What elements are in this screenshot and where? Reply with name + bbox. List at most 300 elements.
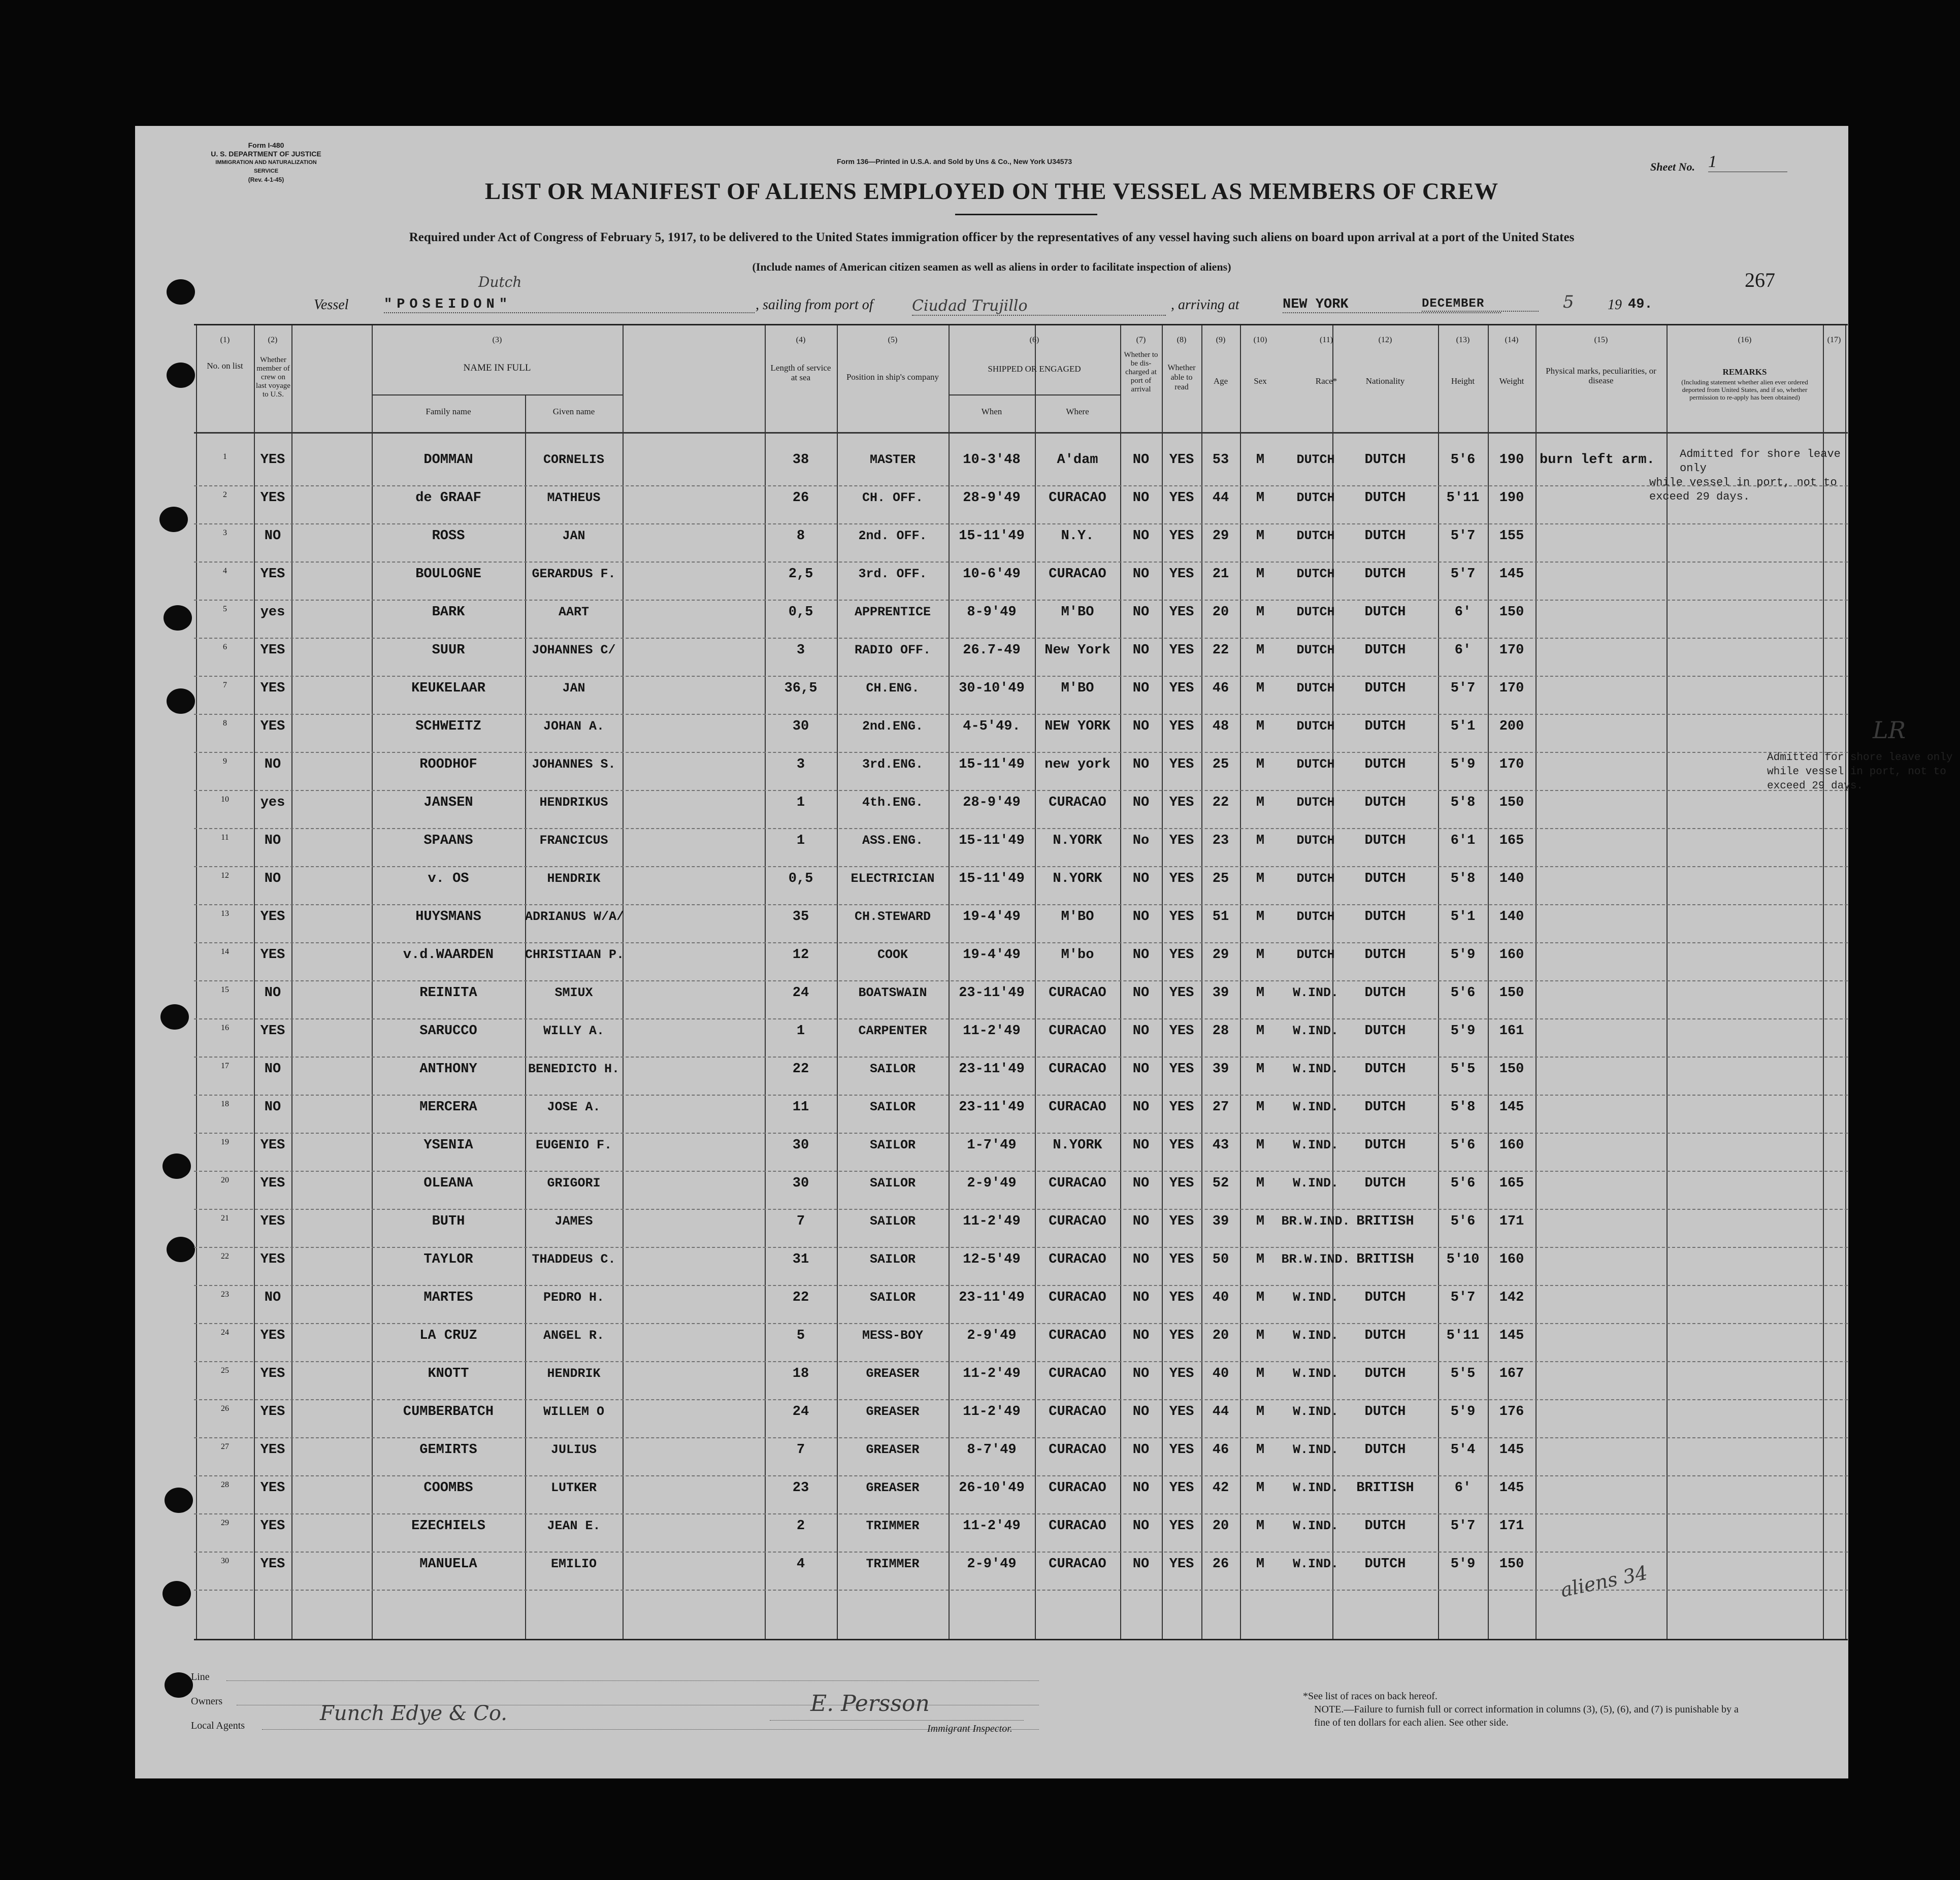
sex: M xyxy=(1256,1328,1265,1343)
race: DUTCH xyxy=(1296,490,1335,505)
nationality: DUTCH xyxy=(1364,1557,1406,1572)
given-name: GERARDUS F. xyxy=(532,567,616,581)
to-be-discharged: NO xyxy=(1132,681,1150,696)
given-name: JAN xyxy=(562,529,585,543)
row-number: 25 xyxy=(221,1366,229,1375)
shipped-when: 12-5'49 xyxy=(963,1252,1021,1267)
family-name: MERCERA xyxy=(419,1100,477,1115)
member-last-voyage: yes xyxy=(260,605,285,620)
able-to-read: YES xyxy=(1169,1062,1194,1077)
column-number: (2) xyxy=(268,336,278,344)
able-to-read: YES xyxy=(1169,605,1194,620)
shipped-when: 10-3'48 xyxy=(963,452,1021,468)
sex: M xyxy=(1256,1252,1265,1267)
age: 39 xyxy=(1212,1062,1229,1077)
member-last-voyage: NO xyxy=(264,757,281,772)
family-name: LA CRUZ xyxy=(419,1328,477,1343)
footer-line-label: Line xyxy=(191,1671,210,1683)
footer-agents-value: Funch Edye & Co. xyxy=(320,1702,507,1725)
column-number: (7) xyxy=(1136,336,1146,344)
height: 5'9 xyxy=(1450,947,1476,963)
shipped-where: New York xyxy=(1044,643,1110,658)
nationality: DUTCH xyxy=(1364,1024,1406,1039)
given-name: JAMES xyxy=(554,1214,593,1229)
shipped-when: 23-11'49 xyxy=(959,985,1025,1001)
to-be-discharged: NO xyxy=(1132,567,1150,582)
able-to-read: YES xyxy=(1169,1176,1194,1191)
able-to-read: YES xyxy=(1169,529,1194,544)
race: W.IND. xyxy=(1292,1062,1338,1076)
row-number: 5 xyxy=(223,605,227,613)
to-be-discharged: NO xyxy=(1132,1100,1150,1115)
weight: 155 xyxy=(1499,529,1524,544)
length-of-service: 0,5 xyxy=(788,871,813,886)
vessel-label: Vessel xyxy=(314,297,349,313)
age: 23 xyxy=(1212,833,1229,848)
column-number: (9) xyxy=(1216,336,1226,344)
given-name: GRIGORI xyxy=(547,1176,601,1191)
length-of-service: 22 xyxy=(792,1062,809,1077)
length-of-service: 2,5 xyxy=(788,567,813,582)
height: 5'9 xyxy=(1450,1024,1476,1039)
binder-hole xyxy=(159,507,188,532)
col-header-where: Where xyxy=(1066,407,1089,416)
col-header-no: No. on list xyxy=(207,361,243,371)
given-name: FRANCICUS xyxy=(539,833,608,848)
race: DUTCH xyxy=(1296,947,1335,962)
ship-position: CH.STEWARD xyxy=(854,909,931,924)
height: 5'7 xyxy=(1450,681,1476,696)
weight: 150 xyxy=(1499,1062,1524,1077)
member-last-voyage: YES xyxy=(260,681,285,696)
weight: 165 xyxy=(1499,833,1524,848)
to-be-discharged: NO xyxy=(1132,1519,1150,1534)
member-last-voyage: YES xyxy=(260,643,285,658)
race: W.IND. xyxy=(1292,1290,1338,1305)
fine-note: NOTE.—Failure to furnish full or correct information in columns (3), (5), (6), and (7) is punishable by a fine of ten dollars for each alien. See other side. xyxy=(1314,1704,1739,1728)
given-name: EUGENIO F. xyxy=(535,1138,612,1152)
year-prefix: 19 xyxy=(1608,297,1622,313)
inspector-label: Immigrant Inspector. xyxy=(927,1723,1012,1734)
shipped-where: CURACAO xyxy=(1049,1480,1106,1496)
nationality: DUTCH xyxy=(1364,643,1406,658)
nationality: BRITISH xyxy=(1356,1252,1414,1267)
age: 22 xyxy=(1212,643,1229,658)
age: 29 xyxy=(1212,947,1229,963)
weight: 170 xyxy=(1499,757,1524,772)
sex: M xyxy=(1256,1519,1265,1534)
sex: M xyxy=(1256,1366,1265,1381)
row-number: 6 xyxy=(223,643,227,651)
nationality: DUTCH xyxy=(1364,1442,1406,1458)
member-last-voyage: NO xyxy=(264,985,281,1001)
member-last-voyage: YES xyxy=(260,1480,285,1496)
row-number: 26 xyxy=(221,1404,229,1413)
age: 40 xyxy=(1212,1290,1229,1305)
able-to-read: YES xyxy=(1169,1328,1194,1343)
ship-position: 2nd.ENG. xyxy=(862,719,924,734)
shipped-where: CURACAO xyxy=(1049,1366,1106,1381)
shipped-when: 15-11'49 xyxy=(959,833,1025,848)
height: 5'9 xyxy=(1450,757,1476,772)
weight: 160 xyxy=(1499,1138,1524,1153)
column-number: (1) xyxy=(220,336,230,344)
length-of-service: 7 xyxy=(796,1442,805,1458)
given-name: MATHEUS xyxy=(547,490,601,505)
to-be-discharged: NO xyxy=(1132,871,1150,886)
length-of-service: 35 xyxy=(792,909,809,925)
age: 53 xyxy=(1212,452,1229,468)
family-name: ROSS xyxy=(432,529,465,544)
nationality: DUTCH xyxy=(1364,605,1406,620)
column-number: (17) xyxy=(1827,336,1841,344)
family-name: ROODHOF xyxy=(419,757,477,772)
subtitle: Required under Act of Congress of February 5, 1917, to be delivered to the United States immigration officer by the representatives of any vessel having such aliens on board upon arrival at a port of the United States xyxy=(409,230,1575,244)
sex: M xyxy=(1256,1480,1265,1496)
ship-position: BOATSWAIN xyxy=(858,985,927,1000)
shipped-when: 2-9'49 xyxy=(967,1328,1017,1343)
age: 40 xyxy=(1212,1366,1229,1381)
nationality: DUTCH xyxy=(1364,1328,1406,1343)
length-of-service: 30 xyxy=(792,1138,809,1153)
sex: M xyxy=(1256,529,1265,544)
height: 5'7 xyxy=(1450,1290,1476,1305)
race: DUTCH xyxy=(1296,452,1335,467)
sex: M xyxy=(1256,871,1265,886)
column-number: (8) xyxy=(1177,336,1187,344)
race: DUTCH xyxy=(1296,681,1335,696)
able-to-read: YES xyxy=(1169,1404,1194,1420)
weight: 200 xyxy=(1499,719,1524,734)
able-to-read: YES xyxy=(1169,490,1194,506)
shipped-when: 19-4'49 xyxy=(963,909,1021,925)
family-name: MANUELA xyxy=(419,1557,477,1572)
nationality: DUTCH xyxy=(1364,947,1406,963)
weight: 145 xyxy=(1499,567,1524,582)
row-number: 23 xyxy=(221,1290,229,1299)
row-number: 2 xyxy=(223,490,227,499)
given-name: PEDRO H. xyxy=(543,1290,605,1305)
sex: M xyxy=(1256,985,1265,1001)
member-last-voyage: YES xyxy=(260,567,285,582)
length-of-service: 3 xyxy=(796,757,805,772)
family-name: HUYSMANS xyxy=(415,909,481,925)
age: 20 xyxy=(1212,605,1229,620)
to-be-discharged: NO xyxy=(1132,1290,1150,1305)
column-number: (12) xyxy=(1378,336,1392,344)
age: 43 xyxy=(1212,1138,1229,1153)
length-of-service: 23 xyxy=(792,1480,809,1496)
arrival-month: DECEMBER xyxy=(1422,297,1539,312)
ship-position: TRIMMER xyxy=(866,1519,920,1533)
row-number: 7 xyxy=(223,681,227,689)
shipped-when: 8-7'49 xyxy=(967,1442,1017,1458)
sex: M xyxy=(1256,1100,1265,1115)
shipped-where: CURACAO xyxy=(1049,1442,1106,1458)
age: 52 xyxy=(1212,1176,1229,1191)
member-last-voyage: yes xyxy=(260,795,285,810)
to-be-discharged: NO xyxy=(1132,605,1150,620)
weight: 145 xyxy=(1499,1100,1524,1115)
ship-position: TRIMMER xyxy=(866,1557,920,1571)
nationality: DUTCH xyxy=(1364,1138,1406,1153)
ship-position: 3rd.ENG. xyxy=(862,757,924,772)
sex: M xyxy=(1256,1214,1265,1229)
length-of-service: 1 xyxy=(796,795,805,810)
weight: 171 xyxy=(1499,1519,1524,1534)
to-be-discharged: NO xyxy=(1132,1328,1150,1343)
family-name: ANTHONY xyxy=(419,1062,477,1077)
ship-position: CARPENTER xyxy=(858,1024,927,1038)
length-of-service: 31 xyxy=(792,1252,809,1267)
vessel-name: "POSEIDON" xyxy=(384,297,755,313)
arriving-label: , arriving at xyxy=(1171,297,1239,313)
to-be-discharged: NO xyxy=(1132,1062,1150,1077)
able-to-read: YES xyxy=(1169,795,1194,810)
sex: M xyxy=(1256,490,1265,506)
form-number: Form I-480 xyxy=(248,141,284,149)
sex: M xyxy=(1256,1138,1265,1153)
shipped-where: M'bo xyxy=(1061,947,1094,963)
weight: 170 xyxy=(1499,643,1524,658)
sex: M xyxy=(1256,452,1265,468)
able-to-read: YES xyxy=(1169,985,1194,1001)
title-rule xyxy=(955,214,1097,215)
sex: M xyxy=(1256,681,1265,696)
ship-position: SAILOR xyxy=(869,1290,916,1305)
member-last-voyage: YES xyxy=(260,1138,285,1153)
age: 39 xyxy=(1212,1214,1229,1229)
given-name: HENDRIK xyxy=(547,1366,601,1381)
nationality: DUTCH xyxy=(1364,529,1406,544)
height: 5'6 xyxy=(1450,1214,1476,1229)
vessel-flag: Dutch xyxy=(478,274,522,290)
col-header-height: Height xyxy=(1451,376,1475,386)
row-number: 17 xyxy=(221,1062,229,1070)
able-to-read: YES xyxy=(1169,1138,1194,1153)
member-last-voyage: YES xyxy=(260,1214,285,1229)
row-number: 16 xyxy=(221,1024,229,1032)
sex: M xyxy=(1256,795,1265,810)
to-be-discharged: NO xyxy=(1132,529,1150,544)
able-to-read: YES xyxy=(1169,1290,1194,1305)
col-header-shipped: SHIPPED OR ENGAGED xyxy=(988,364,1081,374)
binder-hole xyxy=(167,362,195,388)
sailing-label: , sailing from port of xyxy=(756,297,873,313)
family-name: OLEANA xyxy=(423,1176,473,1191)
able-to-read: YES xyxy=(1169,1442,1194,1458)
member-last-voyage: YES xyxy=(260,1176,285,1191)
col-header-sex: Sex xyxy=(1254,376,1267,386)
given-name: JULIUS xyxy=(550,1442,597,1457)
able-to-read: YES xyxy=(1169,947,1194,963)
race: DUTCH xyxy=(1296,757,1335,772)
length-of-service: 38 xyxy=(792,452,809,468)
sex: M xyxy=(1256,947,1265,963)
column-number: (4) xyxy=(796,336,806,344)
shipped-where: CURACAO xyxy=(1049,1024,1106,1039)
crew-table xyxy=(194,324,1953,1640)
height: 6' xyxy=(1454,1480,1472,1496)
shipped-when: 11-2'49 xyxy=(963,1024,1021,1039)
nationality: DUTCH xyxy=(1364,795,1406,810)
shipped-when: 28-9'49 xyxy=(963,795,1021,810)
column-number: (11) xyxy=(1319,336,1333,344)
inspector-signature: E. Persson xyxy=(810,1691,930,1717)
from-port: Ciudad Trujillo xyxy=(912,297,1166,316)
ship-position: RADIO OFF. xyxy=(854,643,931,657)
family-name: BUTH xyxy=(432,1214,465,1229)
ship-position: 3rd. OFF. xyxy=(858,567,927,581)
race: DUTCH xyxy=(1296,529,1335,543)
given-name: JEAN E. xyxy=(547,1519,601,1533)
family-name: SARUCCO xyxy=(419,1024,477,1039)
ship-position: SAILOR xyxy=(869,1214,916,1229)
sex: M xyxy=(1256,1024,1265,1039)
shipped-when: 23-11'49 xyxy=(959,1100,1025,1115)
family-name: JANSEN xyxy=(423,795,473,810)
ship-position: GREASER xyxy=(866,1480,920,1495)
member-last-voyage: YES xyxy=(260,1252,285,1267)
ship-position: COOK xyxy=(877,947,908,962)
given-name: LUTKER xyxy=(550,1480,597,1495)
able-to-read: YES xyxy=(1169,1214,1194,1229)
weight: 140 xyxy=(1499,871,1524,886)
shipped-when: 8-9'49 xyxy=(967,605,1017,620)
row-number: 29 xyxy=(221,1519,229,1527)
height: 5'6 xyxy=(1450,985,1476,1001)
to-be-discharged: NO xyxy=(1132,719,1150,734)
height: 5'6 xyxy=(1450,1176,1476,1191)
weight: 190 xyxy=(1499,452,1524,468)
given-name: ADRIANUS W/A/ xyxy=(525,909,625,924)
weight: 167 xyxy=(1499,1366,1524,1381)
row-number: 3 xyxy=(223,529,227,537)
age: 50 xyxy=(1212,1252,1229,1267)
family-name: EZECHIELS xyxy=(411,1519,485,1534)
remarks-stamp-line: while vessel in port, not to xyxy=(1649,476,1837,489)
binder-hole xyxy=(165,1488,193,1513)
member-last-voyage: YES xyxy=(260,947,285,963)
shipped-where: new york xyxy=(1044,757,1110,772)
to-be-discharged: NO xyxy=(1132,1176,1150,1191)
length-of-service: 36,5 xyxy=(784,681,818,696)
age: 48 xyxy=(1212,719,1229,734)
able-to-read: YES xyxy=(1169,1519,1194,1534)
family-name: SPAANS xyxy=(423,833,473,848)
length-of-service: 7 xyxy=(796,1214,805,1229)
col-header-when: When xyxy=(981,407,1002,416)
family-name: KNOTT xyxy=(428,1366,469,1381)
stamp-number: 267 xyxy=(1745,269,1775,291)
remarks-stamp-line: while vessel in port, not to xyxy=(1767,766,1946,778)
able-to-read: YES xyxy=(1169,1024,1194,1039)
given-name: CORNELIS xyxy=(543,452,605,467)
shipped-where: CURACAO xyxy=(1049,1252,1106,1267)
nationality: DUTCH xyxy=(1364,1176,1406,1191)
binder-hole xyxy=(167,688,195,714)
column-number: (6) xyxy=(1029,336,1039,344)
ship-position: SAILOR xyxy=(869,1100,916,1114)
age: 46 xyxy=(1212,1442,1229,1458)
col-header-remarks: REMARKS xyxy=(1722,367,1767,377)
col-header-position: Position in ship's company xyxy=(846,372,939,382)
column-number: (10) xyxy=(1253,336,1267,344)
height: 5'6 xyxy=(1450,452,1476,468)
to-be-discharged: NO xyxy=(1132,985,1150,1001)
shipped-when: 30-10'49 xyxy=(959,681,1025,696)
sex: M xyxy=(1256,757,1265,772)
member-last-voyage: YES xyxy=(260,1557,285,1572)
length-of-service: 2 xyxy=(796,1519,805,1534)
row-number: 15 xyxy=(221,985,229,994)
age: 21 xyxy=(1212,567,1229,582)
shipped-when: 1-7'49 xyxy=(967,1138,1017,1153)
ship-position: APPRENTICE xyxy=(854,605,931,619)
able-to-read: YES xyxy=(1169,909,1194,925)
age: 22 xyxy=(1212,795,1229,810)
height: 5'8 xyxy=(1450,795,1476,810)
given-name: EMILIO xyxy=(550,1557,597,1571)
physical-marks: burn left arm. xyxy=(1540,452,1655,468)
sex: M xyxy=(1256,909,1265,925)
shipped-where: N.Y. xyxy=(1061,529,1094,544)
alien-tally: aliens 34 xyxy=(1558,1561,1650,1602)
remarks-stamp xyxy=(1649,447,1847,504)
shipped-where: NEW YORK xyxy=(1044,719,1110,734)
binder-hole xyxy=(160,1004,189,1030)
race: DUTCH xyxy=(1296,567,1335,581)
height: 5'7 xyxy=(1450,529,1476,544)
manifest-sheet xyxy=(135,126,1953,1778)
height: 5'11 xyxy=(1446,490,1480,506)
ship-position: CH. OFF. xyxy=(862,490,924,505)
nationality: DUTCH xyxy=(1364,1519,1406,1534)
race: DUTCH xyxy=(1296,871,1335,886)
race: DUTCH xyxy=(1296,605,1335,619)
nationality: DUTCH xyxy=(1364,1100,1406,1115)
row-number: 22 xyxy=(221,1252,229,1261)
shipped-when: 26.7-49 xyxy=(963,643,1021,658)
family-name: v. OS xyxy=(428,871,469,886)
age: 27 xyxy=(1212,1100,1229,1115)
family-name: KEUKELAAR xyxy=(411,681,485,696)
shipped-where: CURACAO xyxy=(1049,1214,1106,1229)
member-last-voyage: NO xyxy=(264,833,281,848)
subnote: (Include names of American citizen seamen as well as aliens in order to facilitate inspection of aliens) xyxy=(752,260,1231,273)
member-last-voyage: NO xyxy=(264,1100,281,1115)
able-to-read: YES xyxy=(1169,1100,1194,1115)
sex: M xyxy=(1256,833,1265,848)
footer-owners-label: Owners xyxy=(191,1696,223,1707)
col-header-race: Race* xyxy=(1315,376,1337,386)
row-number: 18 xyxy=(221,1100,229,1108)
member-last-voyage: YES xyxy=(260,1442,285,1458)
height: 6'1 xyxy=(1450,833,1476,848)
height: 5'1 xyxy=(1450,719,1476,734)
ship-position: CH.ENG. xyxy=(866,681,920,696)
family-name: BARK xyxy=(432,605,465,620)
sex: M xyxy=(1256,1176,1265,1191)
race: BR.W.IND. xyxy=(1281,1252,1350,1267)
col-header-marks: Physical marks, peculiarities, or disease xyxy=(1546,366,1656,385)
to-be-discharged: NO xyxy=(1132,643,1150,658)
length-of-service: 4 xyxy=(796,1557,805,1572)
age: 29 xyxy=(1212,529,1229,544)
ship-position: SAILOR xyxy=(869,1062,916,1076)
given-name: JOHANNES C/ xyxy=(532,643,616,657)
height: 5'5 xyxy=(1450,1062,1476,1077)
